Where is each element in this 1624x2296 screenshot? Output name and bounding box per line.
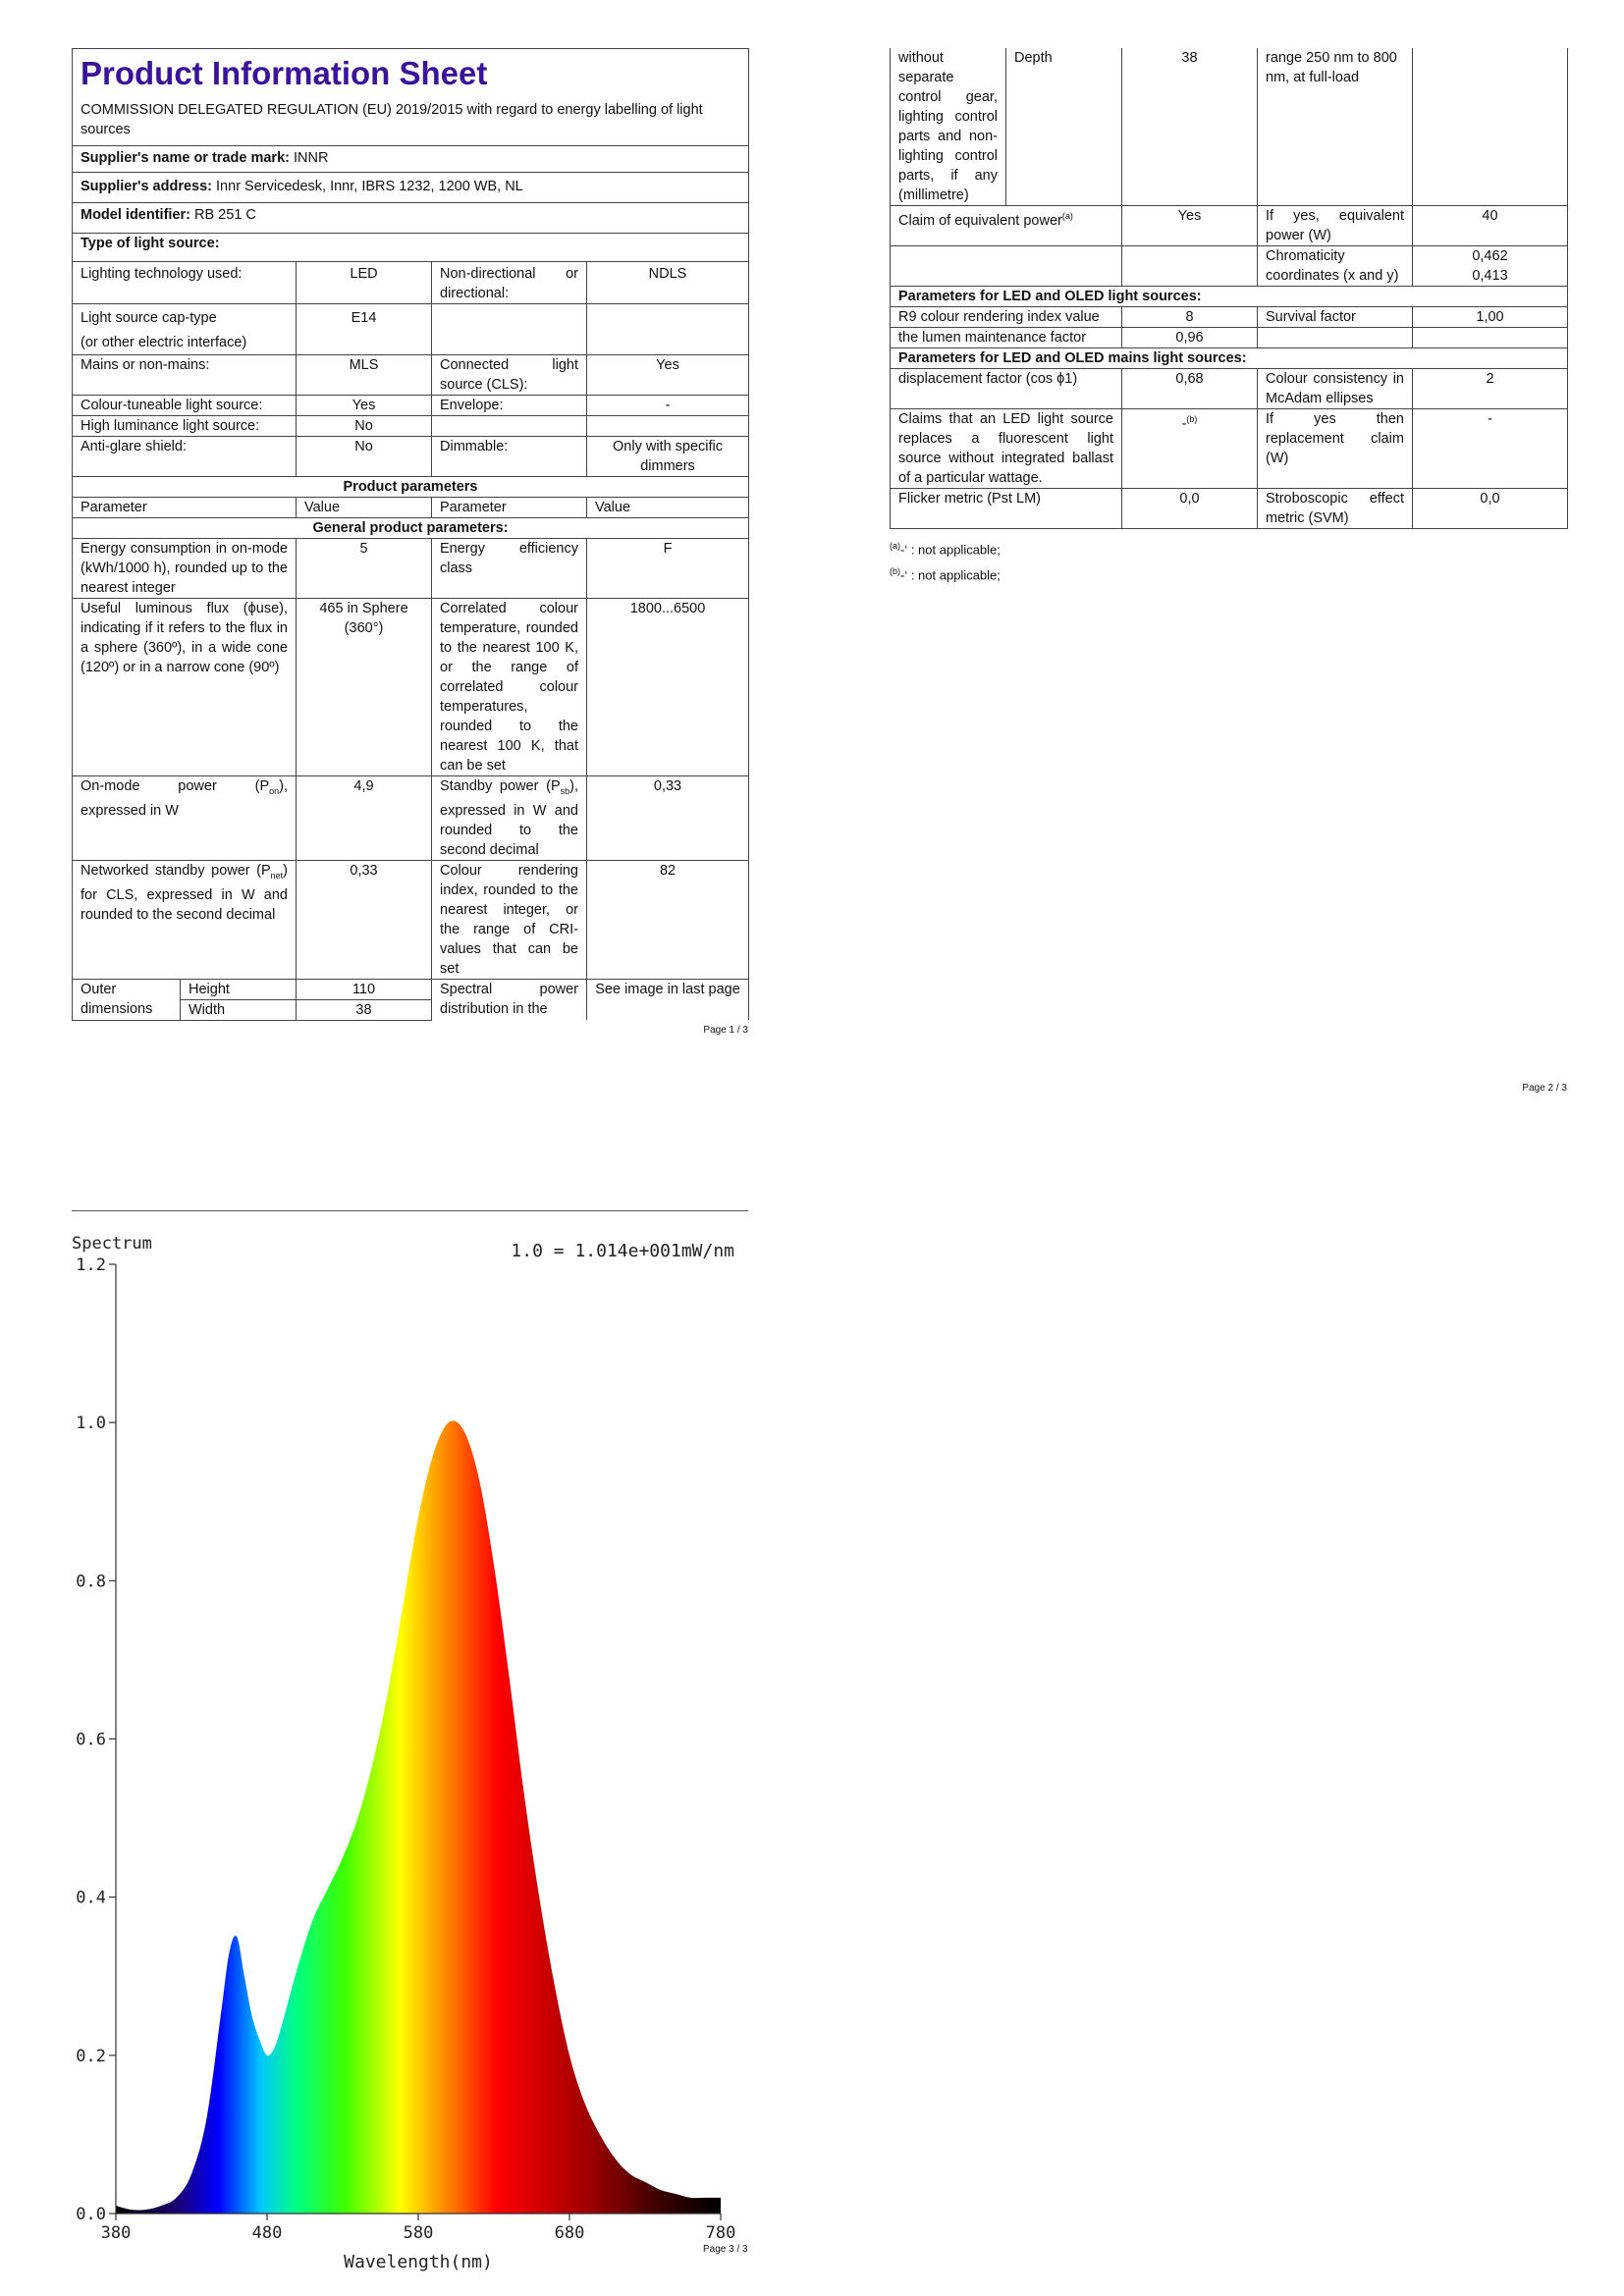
flicker-label: Flicker metric (Pst LM) bbox=[891, 489, 1122, 529]
ag-value: No bbox=[297, 437, 432, 477]
x-tick-label: 480 bbox=[251, 2223, 283, 2243]
flicker-value: 0,0 bbox=[1122, 489, 1258, 529]
ag-label: Anti-glare shield: bbox=[73, 437, 297, 477]
x-axis-label: Wavelength(nm) bbox=[344, 2252, 493, 2272]
replacement-value: - bbox=[1413, 409, 1568, 489]
model-label: Model identifier: bbox=[81, 207, 190, 223]
eff-label: Energy efficiency class bbox=[432, 539, 587, 599]
strobo-value: 0,0 bbox=[1413, 489, 1568, 529]
pnet-sub: net bbox=[270, 870, 284, 881]
replacement-label: If yes then replacement claim (W) bbox=[1258, 409, 1413, 489]
x-tick-label: 680 bbox=[554, 2223, 585, 2243]
energy-label: Energy consumption in on-mode (kWh/1000 h), rounded up to the nearest integer bbox=[73, 539, 297, 599]
chroma-values bbox=[1413, 246, 1568, 287]
title-block bbox=[73, 49, 749, 146]
hl-label: High luminance light source: bbox=[73, 416, 297, 437]
product-params-header: Product parameters bbox=[73, 477, 749, 498]
supplier-name-row bbox=[73, 146, 749, 173]
mains-label: Mains or non-mains: bbox=[73, 355, 297, 396]
page-3-top-rule bbox=[72, 1210, 748, 1211]
regulation-text: COMMISSION DELEGATED REGULATION (EU) 2019/2015 with regard to energy labelling of light sources bbox=[81, 102, 703, 137]
survival-label: Survival factor bbox=[1258, 307, 1413, 328]
claims-value-text: - bbox=[1181, 415, 1187, 432]
psb-sub: sb bbox=[560, 785, 570, 796]
supplier-name: INNR bbox=[294, 150, 329, 166]
tech-label: Lighting technology used: bbox=[73, 262, 297, 304]
pnet-label bbox=[73, 860, 297, 979]
cls-value: Yes bbox=[587, 355, 749, 396]
depth-label: Depth bbox=[1006, 48, 1122, 206]
general-params-header: General product parameters: bbox=[73, 518, 749, 539]
page-number: Page 1 / 3 bbox=[703, 1024, 748, 1036]
pnet-value: 0,33 bbox=[297, 860, 432, 979]
y-tick-label: 0.6 bbox=[76, 1730, 106, 1750]
cap-label-cell bbox=[73, 304, 297, 355]
pnet-label-text: Networked standby power (P bbox=[81, 862, 271, 879]
col-parameter: Parameter bbox=[432, 498, 587, 518]
width-label: Width bbox=[181, 999, 297, 1020]
cap-value: E14 bbox=[297, 304, 432, 355]
x-tick-label: 380 bbox=[100, 2223, 132, 2243]
equiv-value: Yes bbox=[1122, 206, 1258, 246]
equiv-power-label: If yes, equivalent power (W) bbox=[1258, 206, 1413, 246]
product-info-table-cont bbox=[890, 48, 1568, 529]
dir-value: NDLS bbox=[587, 262, 749, 304]
flux-value: 465 in Sphere (360°) bbox=[297, 599, 432, 776]
model-identifier: RB 251 C bbox=[194, 207, 256, 223]
supplier-address: Innr Servicedesk, Innr, IBRS 1232, 1200 WB, NL bbox=[216, 179, 523, 194]
lumen-label: the lumen maintenance factor bbox=[891, 328, 1122, 348]
r9-label: R9 colour rendering index value bbox=[891, 307, 1122, 328]
cct-value: 1800...6500 bbox=[587, 599, 749, 776]
footnote-b bbox=[890, 561, 1567, 586]
disp-value: 0,68 bbox=[1122, 369, 1258, 409]
x-tick-label: 580 bbox=[403, 2223, 434, 2243]
env-value: - bbox=[587, 396, 749, 416]
model-row bbox=[73, 203, 749, 234]
supplier-name-label: Supplier's name or trade mark: bbox=[81, 150, 290, 166]
consistency-label: Colour consistency in McAdam ellipses bbox=[1258, 369, 1413, 409]
type-header: Type of light source: bbox=[73, 234, 749, 262]
cri-label: Colour rendering index, rounded to the nearest integer, or the range of CRI-values that can be set bbox=[432, 860, 587, 979]
outer-dimensions-label: Outer dimensions bbox=[73, 979, 181, 1020]
equiv-label bbox=[891, 206, 1122, 246]
consistency-value: 2 bbox=[1413, 369, 1568, 409]
cri-value: 82 bbox=[587, 860, 749, 979]
y-tick-label: 0.4 bbox=[76, 1888, 106, 1908]
page-1 bbox=[72, 48, 748, 1036]
supplier-address-row bbox=[73, 173, 749, 203]
mains-value: MLS bbox=[297, 355, 432, 396]
tune-label: Colour-tuneable light source: bbox=[73, 396, 297, 416]
survival-value: 1,00 bbox=[1413, 307, 1568, 328]
eff-value: F bbox=[587, 539, 749, 599]
footnote-a-sup: (a) bbox=[890, 541, 900, 551]
dim-value: Only with specific dimmers bbox=[587, 437, 749, 477]
page-number: Page 2 / 3 bbox=[1522, 1083, 1567, 1094]
y-tick-label: 1.0 bbox=[76, 1414, 106, 1434]
col-parameter: Parameter bbox=[73, 498, 297, 518]
empty-cell bbox=[587, 416, 749, 437]
depth-value: 38 bbox=[1122, 48, 1258, 206]
empty-cell bbox=[1258, 328, 1413, 348]
footnotes bbox=[890, 535, 1567, 587]
height-label: Height bbox=[181, 979, 297, 999]
claims-value bbox=[1122, 409, 1258, 489]
col-value: Value bbox=[587, 498, 749, 518]
footnote-b-text: -‘ : not applicable; bbox=[900, 567, 1001, 583]
psb-value: 0,33 bbox=[587, 776, 749, 861]
empty-cell bbox=[1413, 328, 1568, 348]
spectrum-area bbox=[116, 1420, 721, 2214]
spd-value: See image in last page bbox=[587, 979, 749, 1020]
product-info-table bbox=[72, 48, 749, 1021]
page-number: Page 3 / 3 bbox=[703, 2244, 748, 2255]
empty-cell bbox=[587, 304, 749, 355]
pnet-label-text-2: ) for CLS, expressed in W and rounded to the second decimal bbox=[81, 862, 288, 923]
equiv-label-text: Claim of equivalent power bbox=[898, 212, 1062, 229]
empty-cell bbox=[432, 416, 587, 437]
disp-label: displacement factor (cos ϕ1) bbox=[891, 369, 1122, 409]
cont-label: without separate control gear, lighting control parts and non-lighting control parts, if any (millimetre) bbox=[891, 48, 1006, 206]
y-tick-label: 0.2 bbox=[76, 2046, 106, 2066]
spd-cont: range 250 nm to 800 nm, at full-load bbox=[1258, 48, 1413, 206]
hl-value: No bbox=[297, 416, 432, 437]
cct-label: Correlated colour temperature, rounded to the nearest 100 K, or the range of correlated colour temperatures, rounded to the nearest 100 K, that can be set bbox=[432, 599, 587, 776]
dir-label: Non-directional or directional: bbox=[432, 262, 587, 304]
psb-label-text-2: ), expressed in W and rounded to the second decimal bbox=[440, 778, 578, 858]
tech-value: LED bbox=[297, 262, 432, 304]
chart-annotation: 1.0 = 1.014e+001mW/nm bbox=[511, 1241, 734, 1261]
y-tick-label: 0.0 bbox=[76, 2205, 106, 2224]
tune-value: Yes bbox=[297, 396, 432, 416]
chroma-label: Chromaticity coordinates (x and y) bbox=[1258, 246, 1413, 287]
empty-cell bbox=[1122, 246, 1258, 287]
psb-label-text: Standby power (P bbox=[440, 778, 561, 794]
pon-label-text: On-mode power (P bbox=[81, 778, 270, 794]
footnote-a bbox=[890, 535, 1567, 561]
x-tick-label: 780 bbox=[705, 2223, 736, 2243]
footnote-a-text: -‘ : not applicable; bbox=[900, 542, 1001, 558]
pon-value: 4,9 bbox=[297, 776, 432, 861]
footnote-b-sup: (b) bbox=[890, 566, 900, 577]
y-tick-label: 1.2 bbox=[76, 1255, 106, 1275]
mains-params-header: Parameters for LED and OLED mains light sources: bbox=[891, 348, 1568, 369]
lumen-value: 0,96 bbox=[1122, 328, 1258, 348]
dim-label: Dimmable: bbox=[432, 437, 587, 477]
pon-label bbox=[73, 776, 297, 861]
equiv-sup: (a) bbox=[1061, 211, 1073, 221]
height-value: 110 bbox=[297, 979, 432, 999]
flux-label: Useful luminous flux (ϕuse), indicating if it refers to the flux in a sphere (360º), in a wide cone (120º) or in a narrow cone (90º) bbox=[73, 599, 297, 776]
led-params-header: Parameters for LED and OLED light sources: bbox=[891, 287, 1568, 307]
spd-label: Spectral power distribution in the bbox=[432, 979, 587, 1020]
spd-cont-value bbox=[1413, 48, 1568, 206]
empty-cell bbox=[432, 304, 587, 355]
chroma-y: 0,413 bbox=[1472, 268, 1508, 284]
page-title: Product Information Sheet bbox=[81, 55, 488, 91]
claims-label: Claims that an LED light source replaces a fluorescent light source without integrated ballast of a particular wattage. bbox=[891, 409, 1122, 489]
energy-value: 5 bbox=[297, 539, 432, 599]
y-tick-label: 0.8 bbox=[76, 1572, 106, 1592]
cap-label-sub: (or other electric interface) bbox=[81, 335, 247, 350]
equiv-power-value: 40 bbox=[1413, 206, 1568, 246]
supplier-address-label: Supplier's address: bbox=[81, 179, 212, 194]
chroma-x: 0,462 bbox=[1472, 248, 1508, 264]
cap-label: Light source cap-type bbox=[81, 310, 217, 326]
pon-sub: on bbox=[269, 785, 280, 796]
strobo-label: Stroboscopic effect metric (SVM) bbox=[1258, 489, 1413, 529]
empty-cell bbox=[891, 246, 1122, 287]
claims-sup: (b) bbox=[1186, 414, 1198, 424]
psb-label bbox=[432, 776, 587, 861]
col-value: Value bbox=[297, 498, 432, 518]
chart-title: Spectrum bbox=[72, 1234, 152, 1254]
page-2 bbox=[890, 48, 1567, 1094]
env-label: Envelope: bbox=[432, 396, 587, 416]
pon-label-text-2: ), expressed in W bbox=[81, 778, 288, 819]
r9-value: 8 bbox=[1122, 307, 1258, 328]
cls-label: Connected light source (CLS): bbox=[432, 355, 587, 396]
width-value: 38 bbox=[297, 999, 432, 1020]
